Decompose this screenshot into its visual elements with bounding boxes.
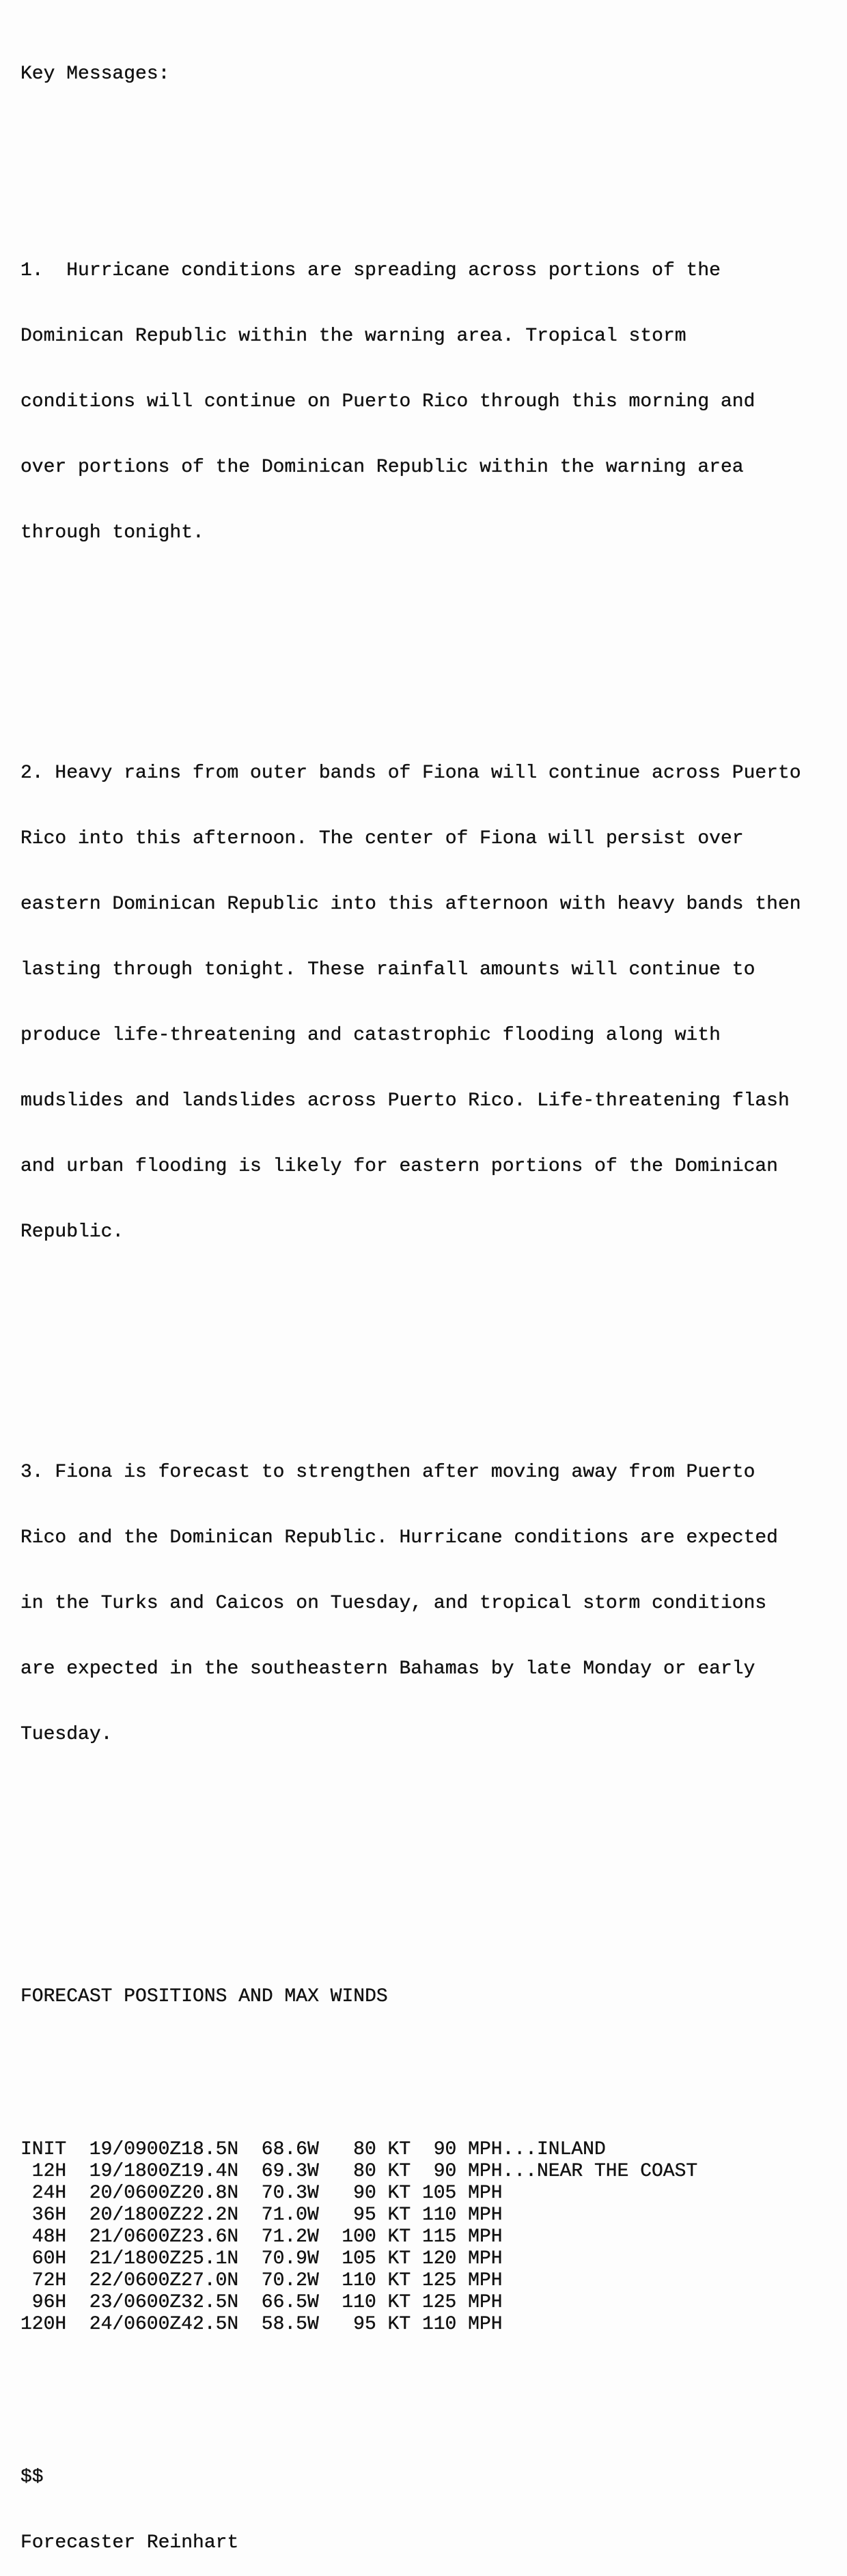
forecast-note: ...NEAR THE COAST <box>502 2161 698 2182</box>
forecast-table <box>20 2139 801 2336</box>
forecast-hour: 120H <box>20 2314 67 2335</box>
wind-kt-unit: KT <box>387 2314 411 2335</box>
forecast-row <box>20 2248 801 2270</box>
forecast-note: ...INLAND <box>502 2139 606 2160</box>
key-message-line: produce life-threatening and catastrophic flooding along with <box>20 1025 721 1046</box>
key-message-line: 2. Heavy rains from outer bands of Fiona will continue across Puerto <box>20 763 801 784</box>
end-marker: $$ <box>20 2467 44 2488</box>
wind-kt: 95 <box>353 2205 376 2226</box>
forecast-row <box>20 2314 801 2336</box>
forecast-hour: 96H <box>31 2292 67 2313</box>
latitude: 25.1N <box>181 2248 239 2269</box>
key-message-2 <box>20 719 801 1287</box>
valid-time: 20/1800Z <box>89 2205 182 2226</box>
wind-kt-unit: KT <box>387 2205 411 2226</box>
key-message-line: Rico and the Dominican Republic. Hurricane conditions are expected <box>20 1527 778 1548</box>
longitude: 70.9W <box>261 2248 319 2269</box>
key-message-1 <box>20 216 801 588</box>
advisory-text <box>20 20 801 2576</box>
wind-kt: 80 <box>353 2161 376 2182</box>
longitude: 71.2W <box>261 2226 319 2248</box>
valid-time: 22/0600Z <box>89 2270 182 2291</box>
valid-time: 21/0600Z <box>89 2226 182 2248</box>
wind-mph: 115 <box>421 2226 457 2248</box>
wind-kt-unit: KT <box>387 2139 411 2160</box>
wind-kt: 100 <box>342 2226 376 2248</box>
wind-mph-unit: MPH <box>468 2139 503 2160</box>
longitude: 71.0W <box>261 2205 319 2226</box>
valid-time: 19/0900Z <box>89 2139 182 2160</box>
forecast-hour: 72H <box>31 2270 67 2291</box>
longitude: 58.5W <box>261 2314 319 2335</box>
forecast-hour: 36H <box>31 2205 67 2226</box>
forecast-hour: INIT <box>20 2139 67 2160</box>
key-message-line: conditions will continue on Puerto Rico through this morning and <box>20 391 755 412</box>
wind-mph: 110 <box>421 2205 457 2226</box>
wind-mph-unit: MPH <box>468 2183 503 2204</box>
forecast-title: FORECAST POSITIONS AND MAX WINDS <box>20 1986 388 2007</box>
key-message-line: Republic. <box>20 1221 124 1243</box>
wind-kt-unit: KT <box>387 2270 411 2291</box>
forecast-hour: 12H <box>31 2161 67 2182</box>
longitude: 70.2W <box>261 2270 319 2291</box>
wind-mph-unit: MPH <box>468 2314 503 2335</box>
valid-time: 21/1800Z <box>89 2248 182 2269</box>
key-message-line: mudslides and landslides across Puerto Rico. Life-threatening flash <box>20 1090 790 1112</box>
key-message-3 <box>20 1418 801 1789</box>
forecast-hour: 48H <box>31 2226 67 2248</box>
wind-kt: 90 <box>353 2183 376 2204</box>
latitude: 19.4N <box>181 2161 239 2182</box>
valid-time: 20/0600Z <box>89 2183 182 2204</box>
wind-mph-unit: MPH <box>468 2270 503 2291</box>
wind-kt: 110 <box>342 2292 376 2313</box>
valid-time: 23/0600Z <box>89 2292 182 2313</box>
latitude: 27.0N <box>181 2270 239 2291</box>
wind-kt-unit: KT <box>387 2248 411 2269</box>
wind-kt-unit: KT <box>387 2161 411 2182</box>
longitude: 66.5W <box>261 2292 319 2313</box>
key-message-line: 1. Hurricane conditions are spreading across portions of the <box>20 260 721 281</box>
key-message-line: over portions of the Dominican Republic within the warning area <box>20 457 744 478</box>
wind-mph: 105 <box>421 2183 457 2204</box>
key-message-line: 3. Fiona is forecast to strengthen after moving away from Puerto <box>20 1462 755 1483</box>
forecast-row <box>20 2139 801 2161</box>
key-message-line: Rico into this afternoon. The center of Fiona will persist over <box>20 828 744 849</box>
key-message-line: through tonight. <box>20 522 204 543</box>
key-message-line: and urban flooding is likely for eastern portions of the Dominican <box>20 1156 778 1177</box>
wind-kt-unit: KT <box>387 2226 411 2248</box>
forecast-row <box>20 2292 801 2314</box>
forecast-row <box>20 2161 801 2183</box>
wind-kt: 95 <box>353 2314 376 2335</box>
wind-kt: 105 <box>342 2248 376 2269</box>
wind-kt-unit: KT <box>387 2183 411 2204</box>
key-message-line: lasting through tonight. These rainfall amounts will continue to <box>20 959 755 980</box>
valid-time: 19/1800Z <box>89 2161 182 2182</box>
longitude: 69.3W <box>261 2161 319 2182</box>
forecast-row <box>20 2226 801 2248</box>
key-message-line: eastern Dominican Republic into this afternoon with heavy bands then <box>20 894 801 915</box>
wind-mph: 110 <box>421 2314 457 2335</box>
wind-mph: 90 <box>433 2161 457 2182</box>
wind-mph-unit: MPH <box>468 2226 503 2248</box>
wind-mph-unit: MPH <box>468 2248 503 2269</box>
wind-mph-unit: MPH <box>468 2161 503 2182</box>
longitude: 70.3W <box>261 2183 319 2204</box>
forecaster-signature: Forecaster Reinhart <box>20 2532 239 2553</box>
forecast-hour: 24H <box>31 2183 67 2204</box>
wind-mph-unit: MPH <box>468 2292 503 2313</box>
latitude: 23.6N <box>181 2226 239 2248</box>
latitude: 42.5N <box>181 2314 239 2335</box>
key-messages-heading: Key Messages: <box>20 63 170 85</box>
forecast-row <box>20 2205 801 2226</box>
key-message-line: Dominican Republic within the warning area. Tropical storm <box>20 326 686 347</box>
wind-kt: 110 <box>342 2270 376 2291</box>
wind-mph: 125 <box>421 2270 457 2291</box>
latitude: 22.2N <box>181 2205 239 2226</box>
forecast-row <box>20 2270 801 2292</box>
longitude: 68.6W <box>261 2139 319 2160</box>
latitude: 18.5N <box>181 2139 239 2160</box>
wind-mph: 125 <box>421 2292 457 2313</box>
valid-time: 24/0600Z <box>89 2314 182 2335</box>
key-message-line: Tuesday. <box>20 1724 113 1745</box>
wind-kt-unit: KT <box>387 2292 411 2313</box>
latitude: 20.8N <box>181 2183 239 2204</box>
key-message-line: in the Turks and Caicos on Tuesday, and tropical storm conditions <box>20 1593 767 1614</box>
wind-kt: 80 <box>353 2139 376 2160</box>
forecast-row <box>20 2183 801 2205</box>
key-message-line: are expected in the southeastern Bahamas by late Monday or early <box>20 1658 755 1680</box>
forecast-hour: 60H <box>31 2248 67 2269</box>
wind-mph-unit: MPH <box>468 2205 503 2226</box>
wind-mph: 120 <box>421 2248 457 2269</box>
wind-mph: 90 <box>433 2139 457 2160</box>
latitude: 32.5N <box>181 2292 239 2313</box>
